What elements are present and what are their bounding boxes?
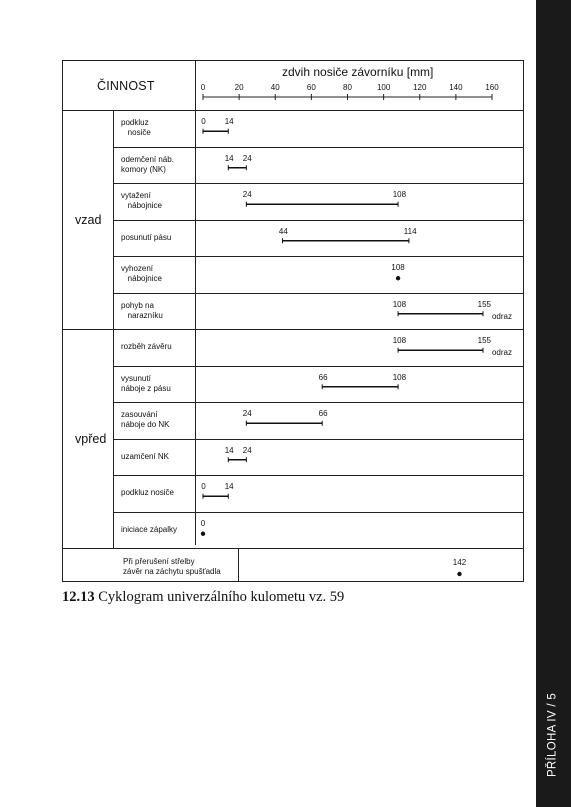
start-value-label: 24 [242,190,252,200]
figure-caption [62,589,344,606]
end-value-label: 108 [392,372,407,382]
end-value-label: 66 [318,409,328,419]
activity-label: pohyb na narazníku [121,300,163,320]
activity-label: uzamčení NK [121,451,170,461]
stroke-column-header: zdvih nosiče závorníku [mm] [282,65,434,79]
end-value-label: 24 [242,153,252,163]
activity-label: zasouvání náboje do NK [121,410,170,430]
bar-note: odraz [491,348,512,358]
activity-label: odemčení náb. komory (NK) [121,154,174,174]
activity-label: vytažení nábojnice [121,191,162,211]
end-value-label: 108 [392,190,407,200]
caption-number: 12.13 [62,589,95,605]
start-value-label: 108 [392,336,407,346]
start-value-label: 0 [201,482,206,492]
point-label: 0 [200,518,206,528]
start-value-label: 0 [201,117,206,127]
activity-label: podkluz nosiče [121,488,174,498]
end-value-label: 14 [224,482,234,492]
activity-label: vyhození nábojnice [121,264,162,284]
start-value-label: 66 [318,372,328,382]
event-point [201,532,205,536]
end-value-label: 155 [477,336,491,346]
axis-tick-label: 20 [234,83,244,92]
activity-column-header: ČINNOST [97,79,155,93]
activity-label: podkluz nosiče [121,118,151,138]
end-value-label: 24 [242,445,252,455]
axis-tick-label: 120 [413,83,427,92]
activity-label: rozběh závěru [121,342,172,352]
footer-activity-label: Při přerušení střelby závěr na záchytu spušťadla [123,557,221,576]
activity-label: vysunutí náboje z pásu [121,373,171,393]
point-label: 108 [391,263,405,273]
side-tab-label: PŘÍLOHA IV / 5 [546,692,559,778]
axis-tick-label: 40 [270,83,280,92]
activity-label: posunutí pásu [121,232,172,242]
bar-note: odraz [491,311,512,321]
axis-tick-label: 160 [485,83,499,92]
group-label: vpřed [75,431,107,446]
point-label: 142 [452,558,467,567]
group-label: vzad [75,212,102,227]
start-value-label: 14 [224,445,234,455]
start-value-label: 24 [242,409,252,419]
end-value-label: 114 [403,226,417,236]
event-point [396,276,400,280]
axis-tick-label: 60 [306,83,316,92]
activity-label: iniciace zápalky [121,524,178,534]
end-value-label: 14 [224,117,234,127]
axis-tick-label: 80 [343,83,352,92]
axis-tick-label: 0 [200,83,206,92]
start-value-label: 44 [278,226,288,236]
start-value-label: 108 [392,299,407,309]
axis-tick-label: 140 [449,83,463,92]
axis-tick-label: 100 [376,83,391,92]
end-value-label: 155 [477,299,491,309]
start-value-label: 14 [224,153,234,163]
event-point [457,572,461,576]
caption-text: Cyklogram univerzálního kulometu vz. 59 [98,589,345,605]
